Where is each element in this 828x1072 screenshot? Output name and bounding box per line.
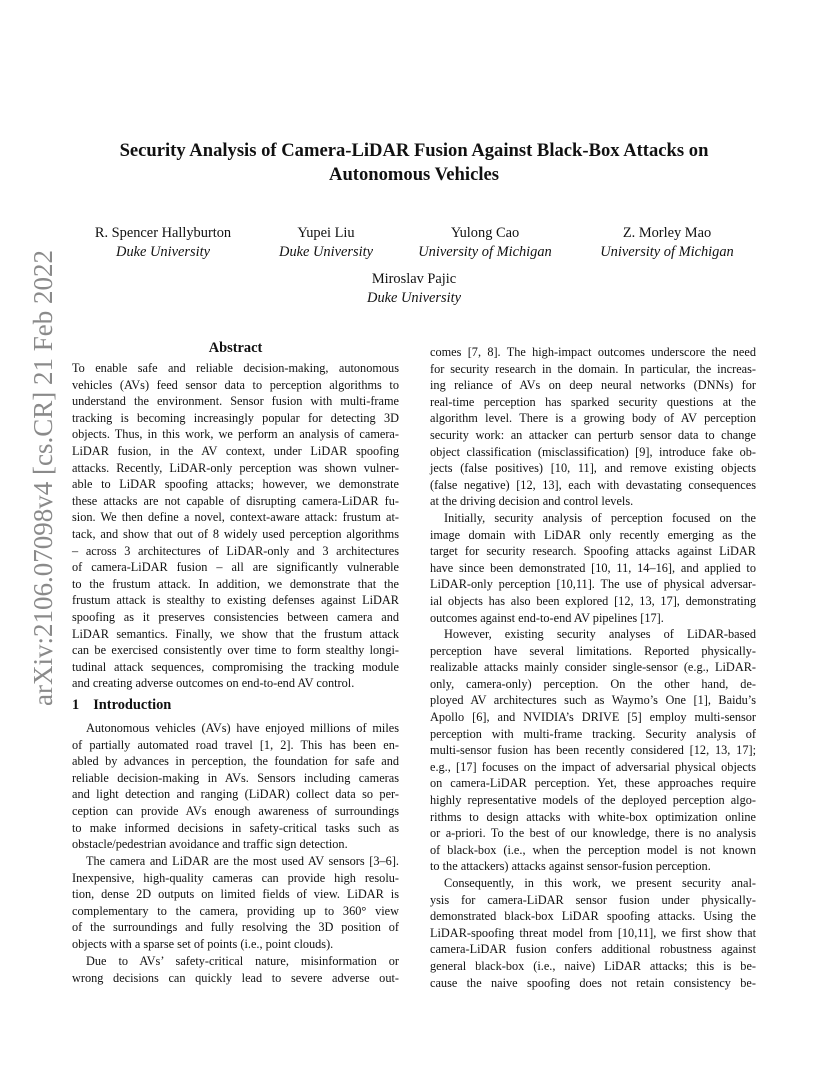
text-line: of partially automated road travel [1, 2]. This has been en-: [72, 737, 399, 752]
text-line: rithms to design attacks with white-box optimization online: [430, 809, 756, 824]
text-line: these attacks are not capable of disrupting camera-LiDAR fu-: [72, 493, 399, 508]
title-line-2: Autonomous Vehicles: [329, 164, 499, 185]
section-title: Introduction: [93, 697, 172, 713]
text-line: general black-box (i.e., naive) LiDAR attacks; this is be-: [430, 958, 756, 973]
text-line: attacks. Recently, LiDAR-only perception was shown vulner-: [72, 460, 399, 475]
text-line: and light detection and ranging (LiDAR) collect data so per-: [72, 787, 399, 802]
text-line: abled by advances in perception, the foundation for safe and: [72, 754, 399, 769]
intro-paragraph-1: [72, 720, 399, 853]
text-line: at the driving decision and control levels.: [430, 494, 634, 509]
text-line: on camera-LiDAR perception. Yet, these approaches require: [430, 776, 756, 791]
text-line: ception can provide AVs enough awareness of surroundings: [72, 803, 399, 818]
text-line: algorithm level. There is a growing body of AV perception: [430, 411, 756, 426]
text-line: target for security research. Spoofing attacks against LiDAR: [430, 544, 756, 559]
abstract-heading: Abstract: [208, 340, 263, 356]
text-line: – across 3 architectures of LiDAR-only and 3 architectures: [72, 543, 399, 558]
text-line: demonstrated black-box LiDAR spoofing attacks. Using the: [430, 909, 756, 924]
text-line: or a-priori. To the best of our knowledge, there is no analysis: [430, 826, 756, 841]
text-line: of the surroundings and fully resolving the 3D position of: [72, 920, 399, 935]
author-affiliation: University of Michigan: [600, 244, 734, 260]
text-line: objects. Thus, in this work, we perform an analysis of camera-: [72, 427, 399, 442]
text-line: multi-sensor fusion has been recently considered [12, 13, 17];: [430, 743, 756, 758]
text-line: highly representative models of the deployed perception algo-: [430, 792, 756, 807]
text-line: Apollo [6], and NVIDIA’s DRIVE [5] employ multi-sensor: [430, 709, 756, 724]
author-name: R. Spencer Hallyburton: [94, 225, 232, 241]
text-line: tudinal attack sequences, compromising the tracking module: [72, 659, 399, 674]
text-line: Initially, security analysis of perception focused on the: [444, 511, 756, 525]
text-line: cause the naive spoofing does not retain consistency be-: [430, 975, 756, 990]
text-line: tracking is becoming increasingly popular for detecting 3D: [72, 410, 399, 425]
text-line: jects (false positives) [10, 11], and remove existing objects: [430, 461, 756, 476]
text-line: of camera-LiDAR fusion – all are significantly vulnerable: [72, 560, 399, 575]
text-line: To enable safe and reliable decision-making, autonomous: [72, 361, 399, 375]
text-line: e.g., [17] focuses on the impact of adversarial physical objects: [430, 759, 756, 774]
text-line: sion. We then define a novel, context-aware attack: frustum at-: [72, 510, 399, 525]
text-line: spoofing as it preserves consistencies between camera and: [72, 609, 399, 624]
text-line: able to LiDAR spoofing attacks; however, we demonstrate: [72, 477, 399, 492]
abstract-body: [72, 360, 399, 692]
text-line: real-time perception has sparked security questions at the: [430, 394, 756, 409]
text-line: However, existing security analyses of LiDAR-based: [444, 627, 756, 641]
section-number: 1: [72, 697, 80, 713]
text-line: The camera and LiDAR are the most used AV sensors [3–6].: [86, 854, 399, 868]
text-line: (false negative) [12, 13], each with devastating consequences: [430, 477, 756, 492]
text-line: to the attackers) attacks against sensor-fusion perception.: [430, 859, 711, 874]
text-line: and creating adverse outcomes on end-to-end AV control.: [72, 676, 355, 691]
text-line: LiDAR semantics. Finally, we show that the frustum attack: [72, 626, 399, 641]
intro-paragraph-3: [72, 953, 399, 986]
section-heading: [72, 697, 171, 714]
text-line: tion, dense 2D outputs on limited fields of view. LiDAR is: [72, 887, 399, 902]
text-line: to the frustum attack. In addition, we demonstrate that the: [72, 576, 399, 591]
text-line: Consequently, in this work, we present security anal-: [444, 876, 756, 890]
paper-title: [80, 139, 748, 187]
text-line: outcomes against end-to-end AV pipelines [17].: [430, 610, 664, 625]
text-line: frustum attack is stealthy to existing defenses against LiDAR: [72, 593, 399, 608]
title-line-1: Security Analysis of Camera-LiDAR Fusion Against Black-Box Attacks on: [119, 140, 709, 161]
author-affiliation: University of Michigan: [418, 244, 552, 260]
author-2: [256, 224, 396, 262]
text-line: complementary to the camera, providing up to 360° view: [72, 903, 399, 918]
text-line: obstacle/pedestrian avoidance and traffic sign detection.: [72, 837, 348, 852]
right-paragraph-3: [430, 626, 756, 875]
author-3: [402, 224, 568, 262]
text-line: can be exercised consistently over time to form stealthy longi-: [72, 643, 399, 658]
text-line: image domain with LiDAR only recently emerging as the: [430, 527, 756, 542]
text-line: LiDAR-only perception [10,11]. The use of physical adversar-: [430, 577, 756, 592]
text-line: understand the environment. Sensor fusion with multi-frame: [72, 394, 399, 409]
author-affiliation: Duke University: [116, 244, 210, 260]
text-line: ysis for camera-LiDAR sensor fusion under physically-: [430, 892, 756, 907]
text-line: objects with a sparse set of points (i.e., point clouds).: [72, 936, 334, 951]
text-line: Autonomous vehicles (AVs) have enjoyed millions of miles: [86, 721, 399, 735]
text-line: for security research in the domain. In particular, the increas-: [430, 361, 756, 376]
text-line: reliable decision-making in AVs. Sensors including cameras: [72, 770, 399, 785]
author-affiliation: Duke University: [367, 290, 461, 306]
text-line: vehicles (AVs) feed sensor data to perception algorithms to: [72, 377, 399, 392]
arxiv-stamp-text: arXiv:2106.07098v4 [cs.CR] 21 Feb 2022: [28, 250, 58, 706]
author-name: Miroslav Pajic: [371, 271, 457, 287]
text-line: to make informed decisions in safety-critical tasks such as: [72, 820, 399, 835]
right-paragraph-4: [430, 875, 756, 991]
intro-paragraph-2: [72, 853, 399, 953]
text-line: ing reliance of AVs on deep neural networks (DNNs) for: [430, 378, 756, 393]
text-line: have since been demonstrated [10, 11, 14–16], and applied to: [430, 560, 756, 575]
author-4: [584, 224, 750, 262]
text-line: comes [7, 8]. The high-impact outcomes underscore the need: [430, 345, 756, 359]
right-paragraph-1: [430, 344, 756, 510]
text-line: of black-box (i.e., when the perception model is not known: [430, 842, 756, 857]
author-5: [332, 270, 496, 308]
text-line: only, camera-only) perception. On the other hand, de-: [430, 676, 756, 691]
text-line: LiDAR fusion, in the AV context, under LiDAR spoofing: [72, 443, 399, 458]
text-line: wrong decisions can quickly lead to severe adverse out-: [72, 970, 399, 985]
arxiv-stamp: [22, 250, 58, 706]
text-line: ployed AV architectures such as Waymo’s One [1], Baidu’s: [430, 693, 756, 708]
text-line: perception with multi-frame tracking. Security analysis of: [430, 726, 756, 741]
author-affiliation: Duke University: [279, 244, 373, 260]
text-line: security work: an attacker can perturb sensor data to change: [430, 427, 756, 442]
text-line: tack, and show that out of 8 widely used perception algorithms: [72, 526, 399, 541]
author-1: [78, 224, 248, 262]
text-line: ial objects has also been explored [12, 13, 17], demonstrating: [430, 593, 756, 608]
text-line: camera-LiDAR fusion confers additional robustness against: [430, 942, 756, 957]
author-name: Yupei Liu: [297, 225, 355, 241]
author-name: Z. Morley Mao: [622, 225, 712, 241]
text-line: perception have several limitations. Reported physically-: [430, 643, 756, 658]
text-line: Inexpensive, high-quality cameras can provide high resolu-: [72, 870, 399, 885]
text-line: LiDAR-spoofing threat model from [10,11], we first show that: [430, 925, 756, 940]
text-line: object classification (misclassification) [9], introduce fake ob-: [430, 444, 756, 459]
author-name: Yulong Cao: [450, 225, 520, 241]
text-line: Due to AVs’ safety-critical nature, misinformation or: [86, 954, 399, 968]
right-paragraph-2: [430, 510, 756, 626]
text-line: realizable attacks mainly consider single-sensor (e.g., LiDAR-: [430, 660, 756, 675]
